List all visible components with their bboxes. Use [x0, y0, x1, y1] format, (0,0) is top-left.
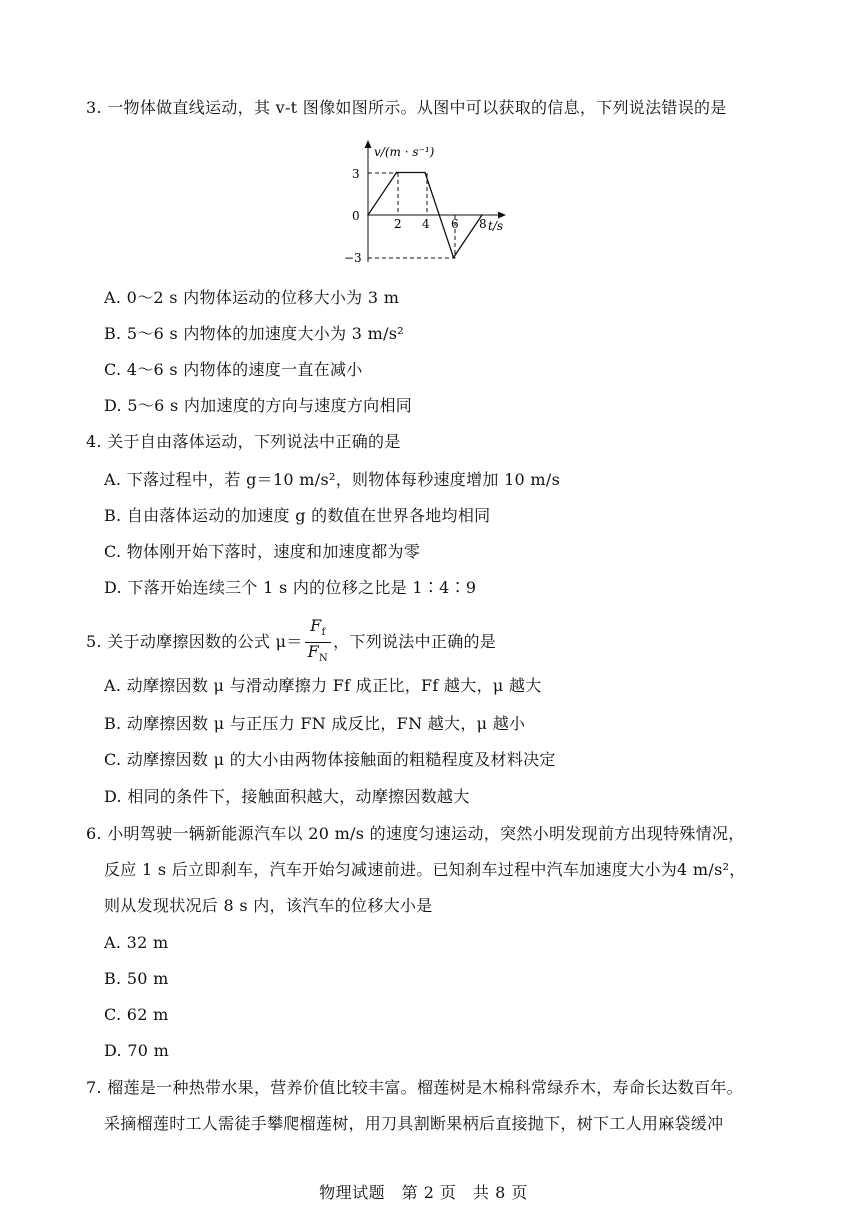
- x-tick-6: 6: [451, 217, 459, 231]
- q5-option-c: C. 动摩擦因数 μ 的大小由两物体接触面的粗糙程度及材料决定: [104, 750, 556, 769]
- y-tick-0: 0: [352, 209, 360, 223]
- q5-option-a: A. 动摩擦因数 μ 与滑动摩擦力 Ff 成正比，Ff 越大，μ 越大: [104, 676, 542, 695]
- page-footer: 物理试题 第 2 页 共 8 页: [319, 1183, 528, 1202]
- q6-option-a: A. 32 m: [104, 933, 169, 952]
- q4-option-c: C. 物体刚开始下落时，速度和加速度都为零: [104, 542, 421, 561]
- q5-option-d: D. 相同的条件下，接触面积越大，动摩擦因数越大: [104, 787, 470, 806]
- q6-option-d: D. 70 m: [104, 1041, 170, 1060]
- velocity-point-0: [367, 214, 369, 216]
- velocity-point-4: [481, 214, 483, 216]
- x-tick-2: 2: [394, 217, 402, 231]
- formula-denominator: F: [307, 642, 320, 662]
- q3-stem: 3. 一物体做直线运动，其 v-t 图像如图所示。从图中可以获取的信息，下列说法错误的是: [86, 98, 727, 117]
- x-axis-label: t/s: [488, 219, 504, 233]
- y-axis-label: v/(m · s⁻¹): [374, 145, 435, 159]
- q6-stem-line-3: 则从发现状况后 8 s 内，该汽车的位移大小是: [104, 896, 433, 915]
- q6-stem-line-1: 6. 小明驾驶一辆新能源汽车以 20 m/s 的速度匀速运动，突然小明发现前方出现特殊情况，: [86, 824, 745, 843]
- q4-option-b: B. 自由落体运动的加速度 g 的数值在世界各地均相同: [104, 506, 491, 525]
- y-axis-arrow: [365, 140, 372, 148]
- q3-option-a: A. 0～2 s 内物体运动的位移大小为 3 m: [104, 288, 400, 307]
- q5-stem: [86, 617, 496, 668]
- q5-stem-prefix: 5. 关于动摩擦因数的公式 μ＝: [86, 632, 303, 652]
- q5-stem-suffix: ，下列说法中正确的是: [333, 632, 497, 652]
- x-tick-4: 4: [422, 217, 430, 231]
- velocity-point-1: [396, 172, 398, 174]
- vt-graph: [330, 138, 520, 268]
- velocity-point-3: [453, 257, 455, 259]
- q5-option-b: B. 动摩擦因数 μ 与正压力 FN 成反比，FN 越大，μ 越小: [104, 714, 526, 733]
- friction-formula: [305, 617, 331, 668]
- formula-denominator-sub: N: [319, 653, 329, 665]
- x-tick-8: 8: [479, 217, 487, 231]
- q7-stem-line-2: 采摘榴莲时工人需徒手攀爬榴莲树，用刀具割断果柄后直接抛下，树下工人用麻袋缓冲: [104, 1114, 724, 1133]
- q6-option-b: B. 50 m: [104, 969, 169, 988]
- velocity-point-2: [424, 172, 426, 174]
- q4-stem: 4. 关于自由落体运动，下列说法中正确的是: [86, 432, 401, 451]
- q6-stem-line-2: 反应 1 s 后立即刹车，汽车开始匀减速前进。已知刹车过程中汽车加速度大小为4 m/s²，: [104, 860, 746, 879]
- formula-numerator: F: [310, 616, 322, 635]
- q7-stem-line-1: 7. 榴莲是一种热带水果，营养价值比较丰富。榴莲树是木棉科常绿乔木，寿命长达数百年。: [86, 1078, 743, 1097]
- q3-option-d: D. 5～6 s 内加速度的方向与速度方向相同: [104, 396, 413, 415]
- q4-option-a: A. 下落过程中，若 g＝10 m/s²，则物体每秒速度增加 10 m/s: [104, 470, 561, 489]
- q4-option-d: D. 下落开始连续三个 1 s 内的位移之比是 1∶4∶9: [104, 578, 477, 597]
- formula-numerator-sub: f: [321, 627, 326, 639]
- q6-option-c: C. 62 m: [104, 1005, 169, 1024]
- x-axis-arrow: [498, 212, 506, 219]
- y-tick-neg3: −3: [344, 251, 362, 265]
- q3-option-c: C. 4～6 s 内物体的速度一直在减小: [104, 360, 363, 379]
- y-tick-3: 3: [352, 167, 360, 181]
- q3-option-b: B. 5～6 s 内物体的加速度大小为 3 m/s²: [104, 324, 405, 343]
